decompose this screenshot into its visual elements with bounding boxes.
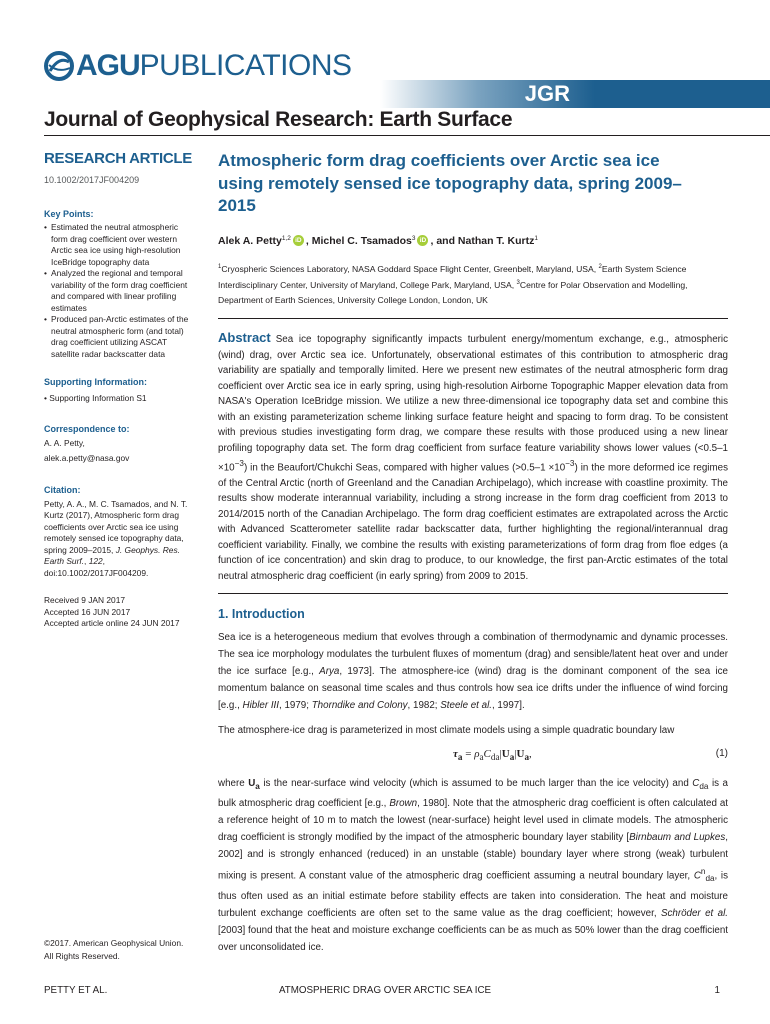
agu-publications-logo[interactable] bbox=[44, 50, 352, 82]
citation-link[interactable]: Brown bbox=[389, 798, 418, 810]
citation-link[interactable]: Schröder et al. bbox=[660, 907, 728, 919]
correspondence-name: A. A. Petty, bbox=[44, 437, 85, 448]
header-rule bbox=[44, 135, 770, 136]
footer-running-title: ATMOSPHERIC DRAG OVER ARCTIC SEA ICE bbox=[278, 985, 492, 996]
article-type: RESEARCH ARTICLE bbox=[44, 150, 192, 167]
paragraph: The atmosphere-ice drag is parameterized in most climate models using a simple quadratic boundary law bbox=[218, 725, 675, 737]
agu-globe-icon bbox=[44, 51, 74, 81]
logo-agu-text: AGU bbox=[76, 49, 140, 82]
footer-authors: PETTY ET AL. bbox=[44, 985, 108, 996]
equation-number: (1) bbox=[715, 748, 728, 760]
citation-link[interactable]: Hibler III bbox=[242, 700, 279, 712]
journal-title: Journal of Geophysical Research: Earth Surface bbox=[44, 108, 513, 131]
author-name[interactable]: , Michel C. Tsamados bbox=[305, 234, 412, 247]
paragraph: where $U_a$ is the near-surface wind velocity (which is assumed to be much larger than the ice velocity) and $C_{da}$ is a bulk atmospheric drag coefficient [e.g., Brown, 1980]. Note that the atmospheric drag coefficient is often calculated at a reference height of 10 m to match the lowest (near-surface) height level used in climate models. The atmospheric drag coefficient is strongly modified by the impact of the atmospheric boundary layer stability [Birnbaum and Lupkes, 2002] and is strongly enhanced (reduced) in an unstable (stable) boundary layer where strong (weak) turbulent mixing is present. A constant value of the atmospheric drag coefficient assuming a neutral boundary layer, $C^n_{da}$, is thus often used as an initial estimate before stability effects are taken into consideration. The heat and moisture turbulent exchange coefficients are often set to the same value as the drag coefficient; however, Schröder et al. [2003] found that the heat and moisture exchange coefficients can be as much as 50% lower than the drag coefficient over unconsolidated ice. bbox=[218, 778, 729, 953]
jgr-banner bbox=[380, 80, 770, 108]
copyright bbox=[44, 937, 194, 963]
supporting-information bbox=[44, 377, 194, 405]
citation-link[interactable]: Thorndike and Colony bbox=[311, 700, 408, 712]
logo-publications-text: PUBLICATIONS bbox=[139, 49, 352, 82]
citation-link[interactable]: Arya bbox=[319, 666, 340, 678]
citation-text: Petty, A. A., M. C. Tsamados, and N. T. Kurtz (2017), Atmospheric form drag coefficients over Arctic sea ice using remotely sensed ice topography data, spring 2009–2015, J. Geophys. Res. Earth Surf., 122, doi:10.1002/2017JF004209. bbox=[44, 498, 188, 578]
citation-heading: Citation: bbox=[44, 484, 81, 495]
sidebar bbox=[44, 150, 194, 630]
copyright-line: ©2017. American Geophysical Union. bbox=[44, 938, 184, 948]
supporting-link[interactable]: • Supporting Information S1 bbox=[44, 393, 147, 403]
page-number: 1 bbox=[714, 985, 720, 996]
author-list: Alek A. Petty $^{1,2}$ iD , Michel C. Tsamados $^3$ iD , and Nathan T. Kurtz $^1$ bbox=[218, 234, 538, 247]
key-points-heading: Key Points: bbox=[44, 209, 94, 219]
abstract-rule bbox=[218, 318, 728, 319]
accepted-date: Accepted 16 JUN 2017 bbox=[44, 606, 131, 617]
key-point-item: • Analyzed the regional and temporal variability of the form drag coefficient and compared with linear profiling estimates bbox=[44, 268, 194, 314]
online-date: Accepted article online 24 JUN 2017 bbox=[44, 618, 180, 628]
correspondence-email[interactable]: alek.a.petty@nasa.gov bbox=[44, 453, 130, 463]
key-point-item: • Produced pan-Arctic estimates of the neutral atmospheric form (and total) drag coefficient utilizing ASCAT satellite radar backscatter data bbox=[44, 314, 194, 360]
received-date: Received 9 JAN 2017 bbox=[44, 595, 126, 605]
main-content bbox=[218, 150, 728, 956]
abstract-end-rule bbox=[218, 593, 728, 594]
correspondence-heading: Correspondence to: bbox=[44, 423, 130, 434]
equation-body: $\tau_a = \rho_aC_{da}|U_a|U_a$, bbox=[453, 748, 532, 763]
rights-line: All Rights Reserved. bbox=[44, 951, 120, 961]
jgr-label: JGR bbox=[524, 81, 570, 106]
equation bbox=[218, 745, 728, 767]
paragraph: Sea ice is a heterogeneous medium that evolves through a combination of thermodynamic and dynamic processes. The sea ice morphology modulates the turbulent fluxes of momentum (drag) and sensible/latent heat over and under the ice surface [e.g., Arya, 1973]. The atmosphere-ice (wind) drag is the dominant component of the sea ice momentum balance on seasonal time scales and thus controls how sea ice drifts under the influence of wind forcing [e.g., Hibler III, 1979; Thorndike and Colony, 1982; Steele et al., 1997]. bbox=[218, 632, 728, 712]
jgr-band-graphic bbox=[380, 80, 770, 108]
abstract-heading: Abstract bbox=[218, 330, 271, 346]
doi-link[interactable]: 10.1002/2017JF004209 bbox=[44, 175, 140, 185]
orcid-icon[interactable]: iD bbox=[293, 235, 304, 246]
abstract: Abstract Sea ice topography significantly impacts turbulent energy/momentum exchange, e.g., atmospheric (wind) drag, over Arctic sea ice. Unfortunately, observational estimates of this contribution to atmospheric drag variability are spatially and temporally limited. Here we present new estimates of the neutral atmospheric form drag coefficient over Arctic sea ice in early spring, using high-resolution Airborne Topographic Mapper elevation data from NASA's Operation IceBridge mission. We utilize a new three-dimensional ice topography data set and combine this with an existing parameterization scheme linking surface feature height and spacing to form drag. To be consistent with previous studies investigating form drag, we compare these results with those produced using a new linear profiling topography data set. The form drag coefficient from surface feature variability shows lower values $(<0.5-1 \times 10^{-3})$ in the Beaufort/Chukchi Seas, compared with higher values $(>0.5-1 \times 10^{-3})$ in the more deformed ice regimes of the Central Arctic (north of Greenland and the Canadian Archipelago), which increase with coastline proximity. The results show moderate interannual variability, including a strong increase in the form drag coefficient from 2013 to 2014/2015 north of the Canadian Archipelago. The form drag coefficient estimates are extrapolated across the Arctic with Advanced Scatterometer satellite radar backscatter data, further highlighting the regional/interannual drag coefficient variability. Finally, we combine the results with existing parameterizations of form drag from floe edges (a function of ice concentration) and skin drag to produce, to our knowledge, the first pan-Arctic estimates of the total neutral atmospheric drag coefficient (in early spring) from 2009 to 2015. bbox=[218, 330, 728, 582]
affiliations: $^1$Cryospheric Sciences Laboratory, NASA Goddard Space Flight Center, Greenbelt, Maryland, USA, $^2$Earth System Science Interdisciplinary Center, University of Maryland, College Park, Maryland, USA, $^3$Centre for Polar Observation and Modelling, Department of Earth Sciences, University College London, London, UK bbox=[218, 263, 688, 306]
section-heading: 1. Introduction bbox=[218, 607, 305, 622]
citation-link[interactable]: Steele et al. bbox=[440, 700, 492, 712]
author-name[interactable]: Alek A. Petty bbox=[218, 234, 282, 247]
key-point-item: • Estimated the neutral atmospheric form drag coefficient over western Arctic sea ice using high-resolution IceBridge topography data bbox=[44, 222, 194, 268]
citation bbox=[44, 485, 194, 580]
key-points-list bbox=[44, 222, 194, 360]
orcid-icon[interactable]: iD bbox=[417, 235, 428, 246]
key-points bbox=[44, 209, 194, 360]
paper-title: Atmospheric form drag coefficients over Arctic sea ice using remotely sensed ice topography data, spring 2009–2015 bbox=[218, 151, 682, 215]
author-name[interactable]: , and Nathan T. Kurtz bbox=[430, 234, 535, 247]
supporting-heading: Supporting Information: bbox=[44, 377, 147, 387]
correspondence bbox=[44, 424, 194, 465]
citation-link[interactable]: Birnbaum and Lupkes bbox=[629, 832, 726, 844]
article-dates bbox=[44, 595, 194, 630]
